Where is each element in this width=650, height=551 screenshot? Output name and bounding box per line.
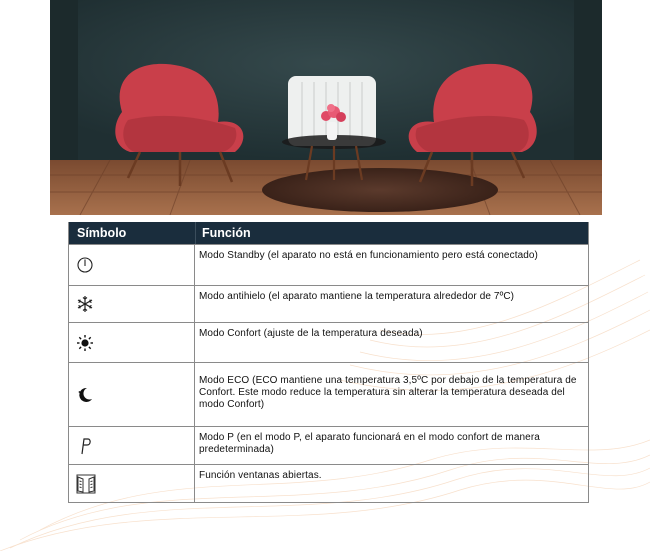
- living-room-photo: [50, 0, 602, 215]
- standby-icon: [75, 255, 95, 275]
- p-letter-icon: [75, 436, 95, 456]
- sun-icon: [75, 333, 95, 353]
- modes-table: [68, 222, 589, 503]
- function-column-header: Función: [195, 222, 588, 244]
- snowflake-icon: [75, 294, 95, 314]
- table-row-standby: [69, 244, 588, 285]
- function-text: Modo ECO (ECO mantiene una temperatura 3,5ºC por debajo de la temperatura de Confort. Este modo reduce la temperatura sin alterar la temperatura deseada del modo Confort): [199, 375, 577, 410]
- table-row-p-mode: [69, 426, 588, 464]
- symbol-cell: [69, 286, 195, 322]
- living-room-illustration: [50, 0, 602, 215]
- function-text: Función ventanas abiertas.: [199, 470, 322, 481]
- table-row-eco: [69, 362, 588, 426]
- symbol-column-header: Símbolo: [77, 226, 127, 240]
- symbol-cell: [69, 427, 195, 464]
- function-text: Modo P (en el modo P, el aparato funcionará en el modo confort de manera predeterminada): [199, 432, 540, 455]
- symbol-cell: [69, 323, 195, 362]
- table-header: [69, 222, 588, 244]
- moon-icon: [75, 385, 95, 405]
- open-window-icon: [75, 473, 97, 495]
- function-text: Modo Standby (el aparato no está en funcionamiento pero está conectado): [199, 250, 538, 261]
- function-text: Modo Confort (ajuste de la temperatura deseada): [199, 328, 423, 339]
- table-row-comfort: [69, 322, 588, 362]
- table-row-antifreeze: [69, 285, 588, 322]
- table-row-open-window: [69, 464, 588, 502]
- function-text: Modo antihielo (el aparato mantiene la temperatura alrededor de 7ºC): [199, 291, 515, 302]
- symbol-cell: [69, 363, 195, 426]
- symbol-cell: [69, 465, 195, 502]
- symbol-cell: [69, 245, 195, 285]
